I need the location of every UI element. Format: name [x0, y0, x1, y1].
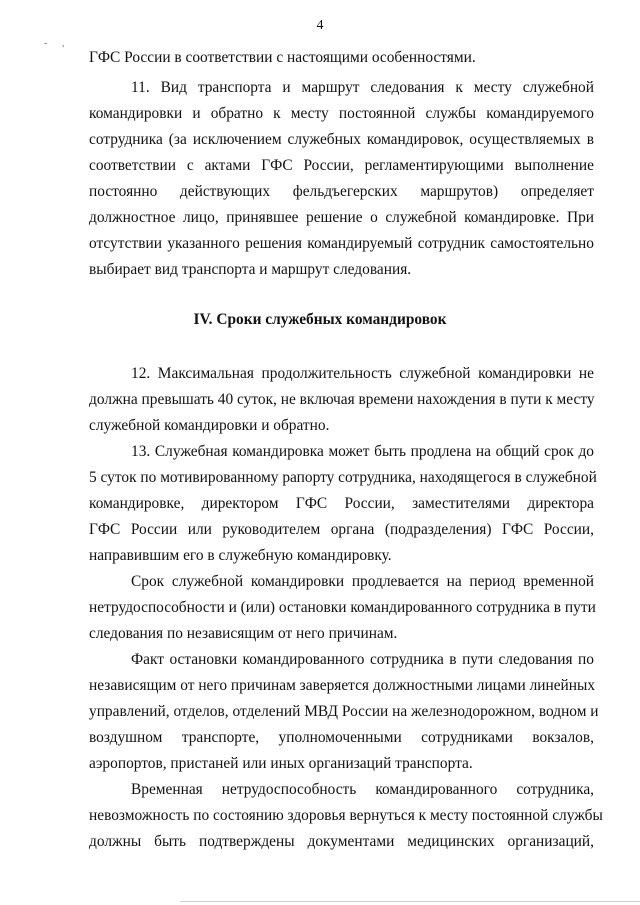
- paragraph-line: невозможность по состоянию здоровья вернуться к месту постоянной службы: [89, 807, 603, 824]
- paragraph-line: Факт остановки командированного сотрудника в пути следования по: [131, 651, 594, 668]
- paragraph-line: должны быть подтверждены документами медицинских организаций,: [89, 833, 594, 850]
- paragraph-line: воздушном транспорте, уполномоченными сотрудниками вокзалов,: [89, 729, 594, 746]
- paragraph-line: следования по независящим от него причинам.: [89, 625, 398, 642]
- scan-edge-marks: - ,: [44, 38, 71, 49]
- paragraph-line: 11. Вид транспорта и маршрут следования к месту служебной: [131, 79, 594, 96]
- paragraph-line: управлений, отделов, отделений МВД России на железнодорожном, водном и: [89, 703, 599, 720]
- paragraph-line: 5 суток по мотивированному рапорту сотрудника, находящегося в служебной: [89, 469, 597, 486]
- paragraph-line: должна превышать 40 суток, не включая времени нахождения в пути к месту: [89, 391, 595, 408]
- paragraph-line: отсутствии указанного решения командируемый сотрудник самостоятельно: [89, 235, 594, 252]
- paragraph-line: командировки и обратно к месту постоянной службы командируемого: [89, 105, 594, 122]
- paragraph-line: служебной командировки и обратно.: [89, 417, 330, 434]
- paragraph-line: 13. Служебная командировка может быть продлена на общий срок до: [131, 443, 594, 460]
- paragraph-line: нетрудоспособности и (или) остановки командированного сотрудника в пути: [89, 599, 596, 616]
- paragraph-line: должностное лицо, принявшее решение о служебной командировке. При: [89, 209, 594, 226]
- paragraph-line: направившим его в служебную командировку.: [89, 547, 392, 564]
- paragraph-line: 12. Максимальная продолжительность служебной командировки не: [131, 365, 594, 382]
- paragraph-line: ГФС России в соответствии с настоящими особенностями.: [89, 49, 476, 66]
- paragraph-line: Срок служебной командировки продлевается на период временной: [131, 573, 594, 590]
- page-number: 4: [316, 18, 324, 33]
- paragraph-line: командировке, директором ГФС России, заместителями директора: [89, 495, 594, 512]
- scan-bottom-edge: [180, 901, 640, 902]
- paragraph-line: выбирает вид транспорта и маршрут следования.: [89, 261, 412, 278]
- paragraph-line: Временная нетрудоспособность командированного сотрудника,: [131, 781, 594, 798]
- paragraph-line: аэропортов, пристаней или иных организаций транспорта.: [89, 755, 473, 772]
- paragraph-line: соответствии с актами ГФС России, регламентирующими выполнение: [89, 157, 594, 174]
- paragraph-line: независящим от него причинам заверяется должностными лицами линейных: [89, 677, 596, 694]
- paragraph-line: ГФС России или руководителем органа (подразделения) ГФС России,: [89, 521, 594, 538]
- section-heading: IV. Сроки служебных командировок: [193, 311, 447, 328]
- paragraph-line: сотрудника (за исключением служебных командировок, осуществляемых в: [89, 131, 594, 148]
- paragraph-line: постоянно действующих фельдъегерских маршрутов) определяет: [89, 183, 594, 200]
